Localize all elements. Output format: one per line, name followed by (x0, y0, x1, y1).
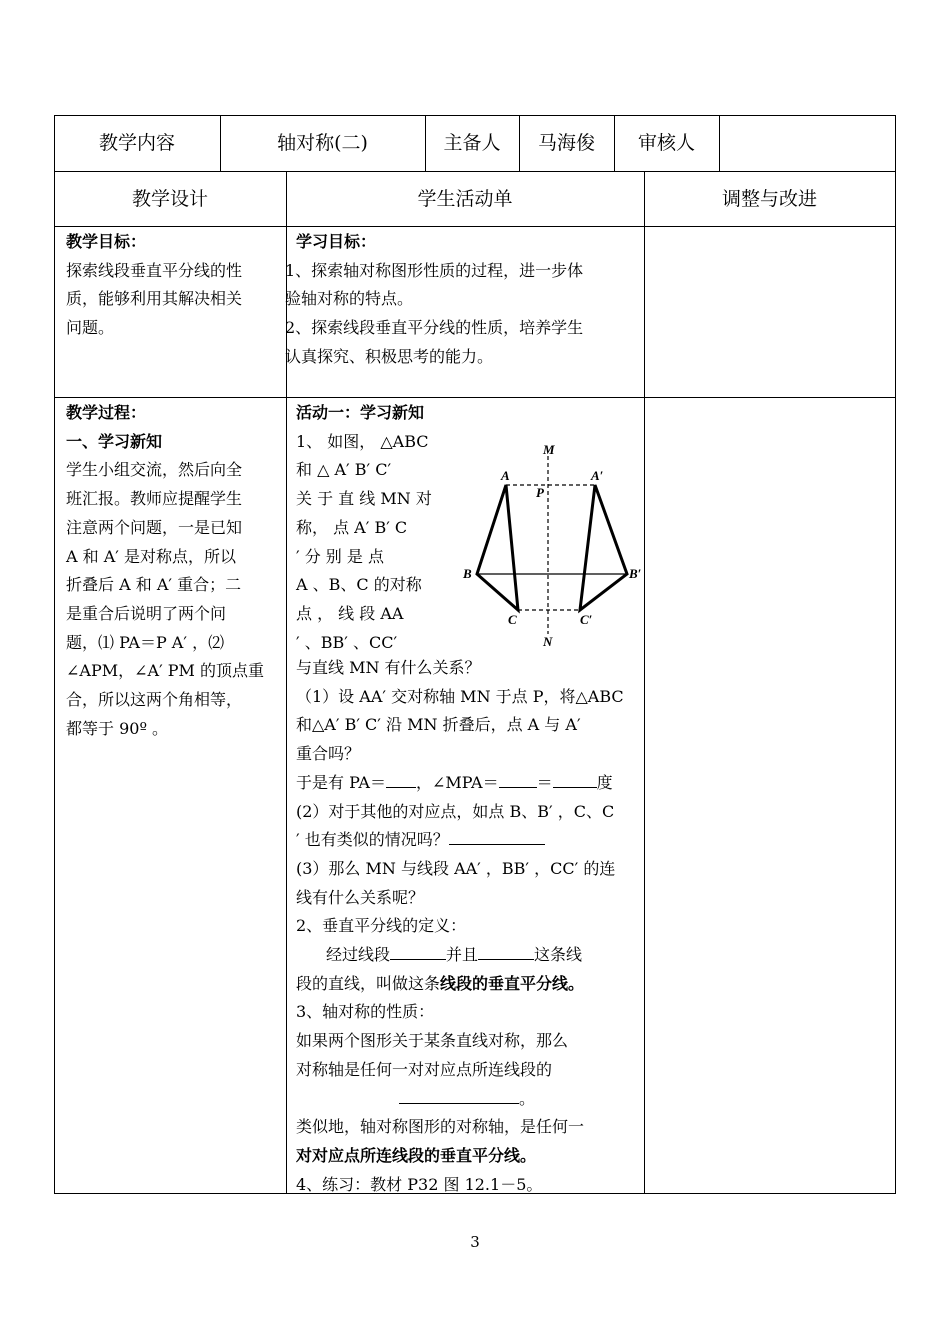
property-line: 对称轴是任何一对对应点所连线段的 (296, 1059, 553, 1079)
header-student-activity: 学生活动单 (417, 188, 513, 210)
blank-pa[interactable] (386, 769, 416, 788)
label-b: B (463, 566, 472, 581)
property-line: 类似地，轴对称图形的对称轴，是任何一 (296, 1117, 585, 1137)
definition-title: 2、垂直平分线的定义： (296, 916, 467, 936)
teaching-goal-line: 探索线段垂直平分线的性 (66, 260, 243, 280)
table-left-border (54, 115, 55, 1193)
text: ，∠MPA＝ (415, 772, 499, 792)
learning-goal-section (285, 228, 643, 372)
text: 这条线 (534, 945, 583, 965)
learning-goal-line: 2、探索线段垂直平分线的性质，培养学生 (285, 318, 584, 338)
teaching-process-section (66, 399, 284, 743)
activity-q1-line: 点 ， 线 段 AA (296, 603, 404, 623)
learning-goal-line: 1、探索轴对称图形性质的过程，进一步体 (285, 260, 584, 280)
teaching-goal-section (66, 228, 282, 343)
activity-body (296, 654, 641, 1199)
activity-sub1-line: 重合吗？ (296, 744, 361, 764)
learning-goal-line: 验轴对称的特点。 (285, 289, 414, 309)
teaching-process-line: A 和 A′ 是对称点，所以 (66, 546, 237, 566)
teaching-process-line: 都等于 90º 。 (66, 718, 169, 738)
teaching-process-line: 折叠后 A 和 A′ 重合；二 (66, 575, 242, 595)
page-number: 3 (470, 1233, 480, 1251)
label-n: N (543, 634, 553, 649)
property-fill-line (296, 1085, 641, 1114)
header-adjustment: 调整与改进 (721, 188, 817, 210)
teaching-goal-title: 教学目标： (66, 232, 147, 251)
teaching-process-subtitle: 一、学习新知 (66, 431, 163, 451)
header-preparer-name: 马海俊 (537, 132, 595, 154)
symmetry-figure (455, 438, 647, 650)
blank-degree[interactable] (553, 769, 597, 788)
activity-q1-line: 关 于 直 线 MN 对 (296, 489, 432, 509)
text: 度 (596, 772, 613, 792)
activity-title: 活动一：学习新知 (296, 403, 425, 422)
activity-q1-line: A 、B、C 的对称 (296, 575, 422, 595)
triangle-abc (477, 485, 518, 610)
activity-q1-line: 称， 点 A′ B′ C (296, 517, 408, 537)
text: ＝ (536, 772, 553, 792)
activity-sub1-line: （1）设 AA′ 交对称轴 MN 于点 P，将△ABC (296, 686, 624, 706)
teaching-process-line: ∠APM，∠A′ PM 的顶点重 (66, 661, 265, 681)
row2-bottom-border (54, 226, 896, 227)
label-a-prime: A′ (591, 468, 604, 483)
table-top-border (54, 115, 896, 116)
teaching-process-line: 题，⑴ PA＝P A′ ，⑵ (66, 632, 225, 652)
blank-sub2[interactable] (449, 826, 545, 845)
teaching-goal-line: 质，能够利用其解决相关 (66, 289, 243, 309)
property-line: 对对应点所连线段的垂直平分线。 (296, 1145, 537, 1165)
activity-q1-line: ′ 分 别 是 点 (296, 546, 384, 566)
property-line: 如果两个图形关于某条直线对称，那么 (296, 1031, 569, 1051)
activity-question-1 (296, 399, 456, 657)
header-preparer-label: 主备人 (443, 132, 501, 154)
row1-divider (719, 115, 720, 171)
activity-sub2-fill-line (296, 826, 641, 855)
definition-line (296, 970, 641, 999)
definition-fill-line (296, 941, 641, 970)
teaching-goal-line: 问题。 (66, 318, 115, 338)
text: 于是有 PA＝ (296, 772, 386, 792)
teaching-process-line: 学生小组交流，然后向全 (66, 460, 243, 480)
teaching-process-line: 是重合后说明了两个问 (66, 603, 227, 623)
text: ′ 也有类似的情况吗？ (296, 830, 449, 850)
activity-sub1-line: 和△A′ B′ C′ 沿 MN 折叠后，点 A 与 A′ (296, 715, 581, 735)
label-c-prime: C′ (580, 612, 593, 627)
exercise-line: 4、练习：教材 P32 图 12.1－5。 (296, 1174, 543, 1194)
activity-q1-line: ′ 、BB′ 、CC′ (296, 632, 398, 652)
label-m: M (543, 442, 555, 457)
label-a: A (501, 468, 510, 483)
activity-q1-line: 和 △ A′ B′ C′ (296, 460, 392, 480)
learning-goal-title: 学习目标： (296, 232, 377, 251)
teaching-process-line: 合，所以这两个角相等， (66, 690, 243, 710)
text: 经过线段 (326, 945, 391, 965)
teaching-process-line: 班汇报。教师应提醒学生 (66, 489, 243, 509)
label-c: C (508, 612, 517, 627)
header-reviewer-label: 审核人 (637, 132, 695, 154)
triangle-abc-prime (580, 485, 627, 610)
label-p: P (536, 485, 544, 500)
teaching-process-title: 教学过程： (66, 403, 147, 422)
learning-goal-line: 认真探究、积极思考的能力。 (285, 346, 494, 366)
column-divider (644, 171, 645, 1193)
activity-q1-line: 1、 如图， △ABC (296, 431, 429, 451)
activity-q1-tail: 与直线 MN 有什么关系？ (296, 658, 481, 677)
header-lesson-title: 轴对称(二) (277, 132, 368, 154)
activity-sub3-line: 线有什么关系呢？ (296, 887, 425, 907)
header-teaching-design: 教学设计 (131, 188, 208, 210)
activity-sub3-line: (3）那么 MN 与线段 AA′ ，BB′ ，CC′ 的连 (296, 858, 616, 878)
row1-bottom-border (54, 171, 896, 172)
activity-sub2-line: (2）对于其他的对应点，如点 B、B′ ，C、C (296, 801, 615, 821)
blank-def-1[interactable] (390, 941, 446, 960)
text: 。 (519, 1088, 536, 1108)
activity-sub1-fill-line (296, 769, 641, 798)
header-teaching-content-label: 教学内容 (98, 132, 175, 154)
blank-def-2[interactable] (478, 941, 534, 960)
teaching-process-line: 注意两个问题，一是已知 (66, 517, 243, 537)
property-title: 3、轴对称的性质： (296, 1002, 435, 1022)
label-b-prime: B′ (629, 566, 642, 581)
blank-property[interactable] (399, 1085, 519, 1104)
text: 并且 (446, 945, 479, 965)
definition-term: 线段的垂直平分线。 (440, 973, 585, 993)
table-right-border (895, 115, 896, 1193)
text: 段的直线，叫做这条 (296, 973, 441, 993)
blank-mpa[interactable] (499, 769, 537, 788)
row3-bottom-border (54, 397, 896, 398)
